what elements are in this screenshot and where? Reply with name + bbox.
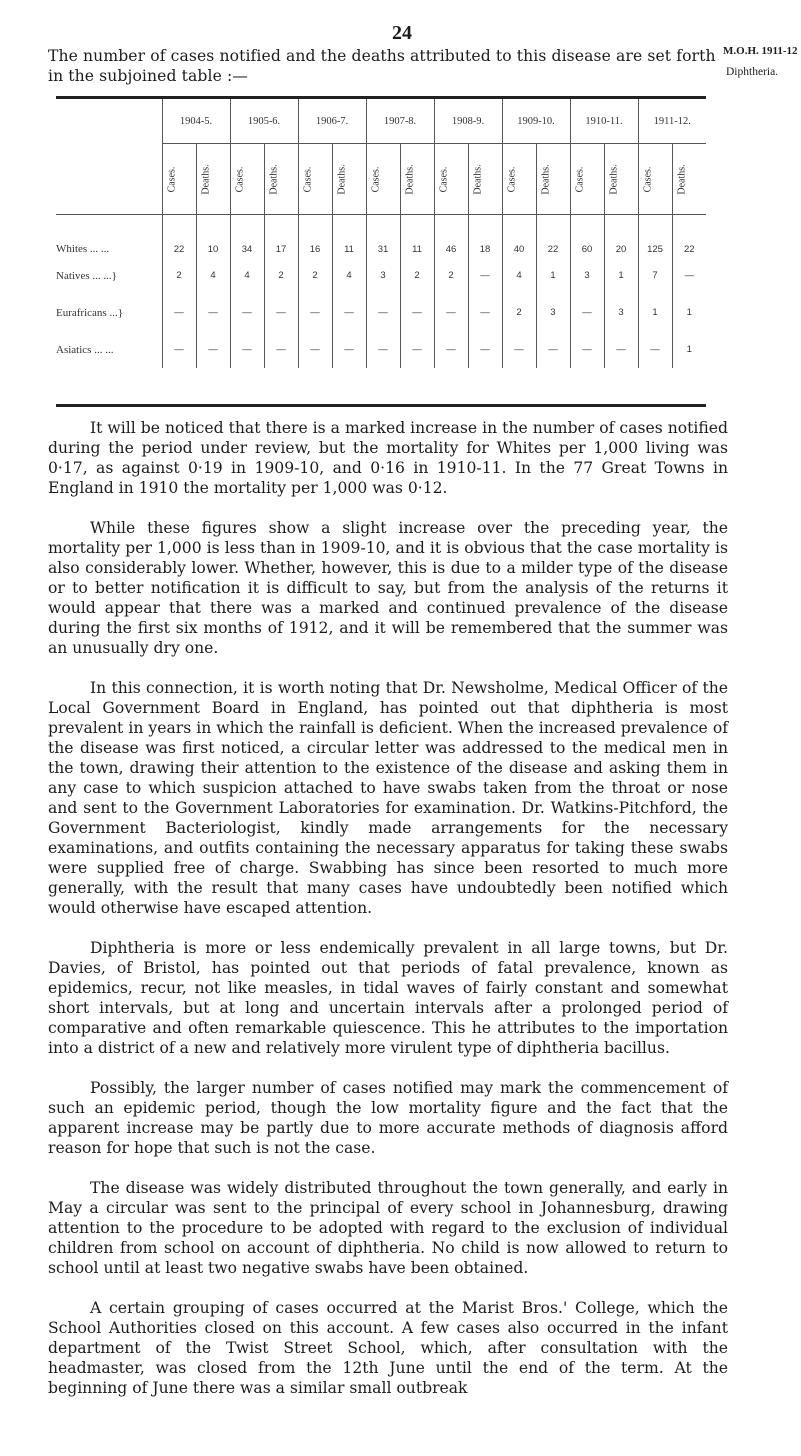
paragraph: The disease was widely distributed throughout the town generally, and early in May a circular was sent to the principal of every school in Johannesburg, drawing attention to the procedure to be adopted with regard to the exclusion of individual children from school on account of diphtheria. No child is now allowed to return to school until at least two negative swabs have been obtained. [48,1179,728,1277]
paragraph: A certain grouping of cases occurred at the Marist Bros.' College, which the School Authorities closed on this account. A few cases also occurred in the infant department of the Twist Street School, which, after consultation with the headmaster, was closed from the 12th June until the end of the term. At the beginning of June there was a similar small outbreak [48,1299,728,1397]
subheader-label: Deaths. [200,163,211,195]
margin-reference: M.O.H. 1911-12 [723,45,798,57]
table-cell: 4 [230,257,264,294]
table-cell: 20 [604,215,638,258]
deaths-subheader [536,144,570,215]
table-cell: 22 [672,215,706,258]
table-cell: 2 [400,257,434,294]
table-cell: 7 [638,257,672,294]
body-text [48,418,728,1418]
subheader-label: Deaths. [336,163,347,195]
corner-cell [56,99,162,144]
table-row [56,294,706,331]
table-cell: — [502,331,536,368]
cases-deaths-table [56,99,706,368]
table-cell: — [366,294,400,331]
table-cell: 3 [570,257,604,294]
table-cell: — [434,294,468,331]
table-cell: — [366,331,400,368]
table-cell: 3 [604,294,638,331]
cases-subheader [230,144,264,215]
table-cell: — [638,331,672,368]
table-cell: 2 [264,257,298,294]
cases-subheader [366,144,400,215]
subheader-label: Cases. [642,166,654,192]
subheader-label: Cases. [234,166,245,192]
table-cell: 1 [536,257,570,294]
table-cell: — [162,331,196,368]
subheader-label: Cases. [506,166,517,192]
table-cell: — [468,257,502,294]
table-cell: 11 [332,215,366,258]
table-cell: 1 [604,257,638,294]
paragraph: It will be noticed that there is a marked increase in the number of cases notified during the period under review, but the mortality for Whites per 1,000 living was 0·17, as against 0·19 in 1909-10, and 0·16 in 1910-11. In the 77 Great Towns in England in 1910 the mortality per 1,000 was 0·12. [48,419,728,497]
table-cell: — [468,331,502,368]
table-cell: 2 [502,294,536,331]
deaths-subheader [332,144,366,215]
table-cell: — [230,294,264,331]
year-header: 1904-5. [162,99,230,144]
deaths-subheader [604,144,638,215]
deaths-subheader [264,144,298,215]
table-cell: — [604,331,638,368]
year-header: 1910-11. [570,99,638,144]
year-header-row [56,99,706,144]
table-cell: 2 [434,257,468,294]
cases-subheader [570,144,604,215]
cases-subheader [434,144,468,215]
paragraph: Diphtheria is more or less endemically prevalent in all large towns, but Dr. Davies, of Bristol, has pointed out that periods of fatal prevalence, known as epidemics, recur, not like measles, in tidal waves of fairly constant and somewhat short intervals, but at long and uncertain intervals after a prolonged period of comparative and often remarkable quiescence. This he attributes to the importation into a district of a new and relatively more virulent type of diphtheria bacillus. [48,939,728,1057]
margin-note: Diphtheria. [726,66,779,78]
subheader-label: Cases. [302,166,313,192]
row-label: Whites ... ... [56,243,110,255]
table-cell: 125 [638,215,672,258]
deaths-subheader [468,144,502,215]
paragraph: While these figures show a slight increase over the preceding year, the mortality per 1,000 is less than in 1909-10, and it is obvious that the case mortality is also considerably lower. Whether, however, this is due to a milder type of the disease or to better notification it is difficult to say, but from the analysis of the returns it would appear that there was a marked and continued prevalence of the disease during the first six months of 1912, and it will be remembered that the summer was an unusually dry one. [48,519,728,657]
table-cell: 1 [672,331,706,368]
table-cell: 3 [536,294,570,331]
table-cell: 18 [468,215,502,258]
cases-subheader [638,144,672,215]
table-cell: — [400,331,434,368]
table-cell: — [196,294,230,331]
table-cell: 4 [332,257,366,294]
year-header: 1906-7. [298,99,366,144]
table-cell: 17 [264,215,298,258]
table-cell: 60 [570,215,604,258]
row-label: Eurafricans ...} [56,306,123,319]
table-cell: 4 [196,257,230,294]
table-cell: — [672,257,706,294]
table-cell: 2 [162,257,196,294]
table-cell: 16 [298,215,332,258]
deaths-subheader [196,144,230,215]
corner-cell [56,144,162,215]
row-label: Natives ... ...} [56,269,117,282]
table-cell: 34 [230,215,264,258]
year-header: 1905-6. [230,99,298,144]
subheader-label: Deaths. [404,163,415,195]
table-cell: 10 [196,215,230,258]
row-label: Asiatics ... ... [56,343,114,356]
deaths-subheader [672,144,706,215]
table-row [56,215,706,258]
cases-subheader [502,144,536,215]
table-cell: 22 [536,215,570,258]
table-cell: 22 [162,215,196,258]
table-cell: 11 [400,215,434,258]
table-cell: 1 [638,294,672,331]
subheader-label: Cases. [438,166,449,192]
table-body [56,215,706,369]
paragraph: In this connection, it is worth noting that Dr. Newsholme, Medical Officer of the Local Government Board in England, has pointed out that diphtheria is most prevalent in years in which the rainfall is deficient. When the increased prevalence of the disease was first noticed, a circular letter was addressed to the medical men in the town, drawing their attention to the existence of the disease and asking them in any case to which suspicion attached to have swabs taken from the throat or nose and sent to the Government Laboratories for examination. Dr. Watkins-Pitchford, the Government Bacteriologist, kindly made arrangements for the necessary examinations, and outfits containing the necessary apparatus for taking these swabs were supplied free of charge. Swabbing has since been resorted to much more generally, with the result that many cases have undoubtedly been notified which would otherwise have escaped attention. [48,679,728,917]
deaths-subheader [400,144,434,215]
table-cell: — [230,331,264,368]
table-cell: 40 [502,215,536,258]
page-number: 24 [392,22,412,44]
subheader-label: Cases. [370,166,381,192]
table-row [56,257,706,294]
intro-text: The number of cases notified and the deaths attributed to this disease are set forth in the subjoined table :— [48,47,716,85]
table-cell: — [570,331,604,368]
table-row [56,331,706,368]
table-cell: — [434,331,468,368]
year-header: 1911-12. [638,99,706,144]
table-cell: 4 [502,257,536,294]
table-cell: — [536,331,570,368]
subheader-label: Deaths. [676,163,688,195]
table-cell: 2 [298,257,332,294]
table-cell: — [400,294,434,331]
table-cell: — [570,294,604,331]
table-cell: — [162,294,196,331]
table-cell: 46 [434,215,468,258]
cases-subheader [162,144,196,215]
subheader-label: Deaths. [268,163,279,195]
table-cell: — [332,294,366,331]
subheader-row [56,144,706,215]
paragraph: Possibly, the larger number of cases notified may mark the commencement of such an epidemic period, though the low mortality figure and the fact that the apparent increase may be partly due to more accurate methods of diagnosis afford reason for hope that such is not the case. [48,1079,728,1157]
table-cell: — [264,331,298,368]
subheader-label: Deaths. [540,163,551,195]
table-cell: — [196,331,230,368]
subheader-label: Cases. [166,166,177,192]
table-cell: — [468,294,502,331]
table-cell: 31 [366,215,400,258]
table-cell: — [298,294,332,331]
diphtheria-table [56,96,706,407]
year-header: 1908-9. [434,99,502,144]
year-header: 1909-10. [502,99,570,144]
subheader-label: Deaths. [608,163,619,195]
table-cell: 3 [366,257,400,294]
cases-subheader [298,144,332,215]
table-cell: — [264,294,298,331]
subheader-label: Deaths. [472,163,483,195]
table-cell: — [298,331,332,368]
year-header: 1907-8. [366,99,434,144]
subheader-label: Cases. [574,166,585,192]
table-cell: 1 [672,294,706,331]
table-cell: — [332,331,366,368]
